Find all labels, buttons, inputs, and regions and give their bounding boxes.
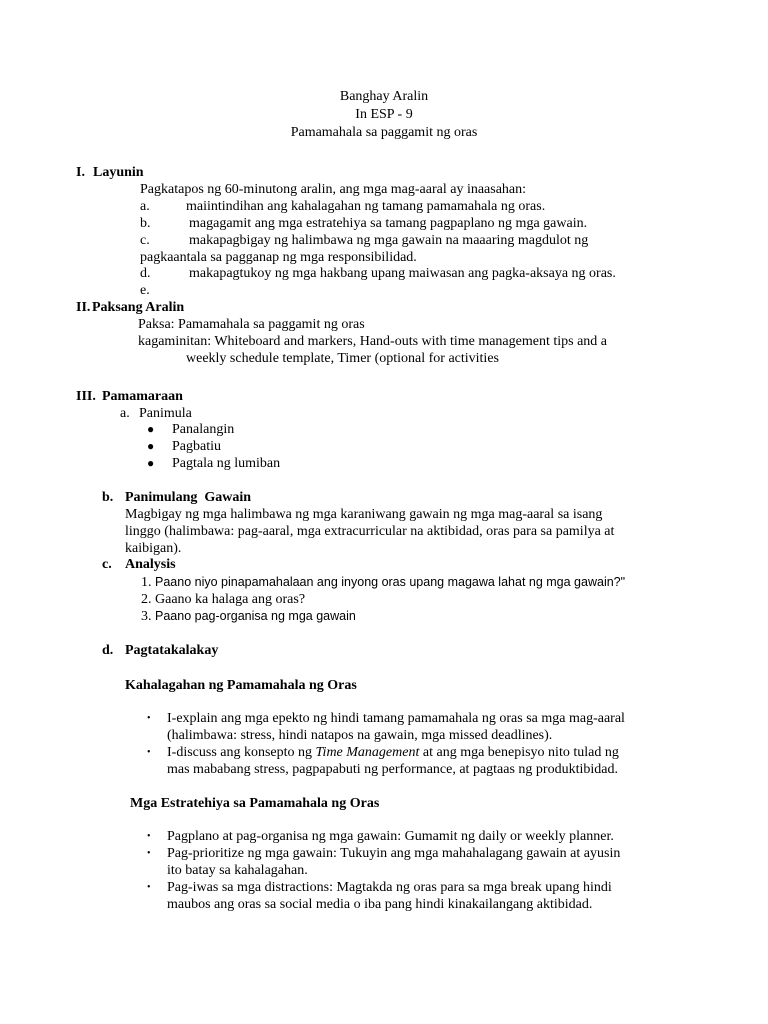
bullet-icon: • [147,747,151,758]
document-topic: Pamamahala sa paggamit ng oras [290,125,478,140]
kahalagahan-bullet-text: I-explain ang mga epekto ng hindi tamang pamamahala ng oras sa mga mag-aaral [167,711,625,726]
bullet-icon: • [147,848,151,859]
time-management-term: Time Management [315,745,420,760]
objective-letter: b. [140,216,151,231]
document-title: Banghay Aralin [339,89,429,104]
bullet-text-end: at ang mga benepisyo nito tulad ng [419,745,619,760]
section-number-2: II. [76,300,91,315]
gawain-text-line: linggo (halimbawa: pag-aaral, mga extracurricular na aktibidad, oras para sa pamilya at [125,524,615,539]
section-heading-layunin: Layunin [93,165,144,180]
subsection-letter-a: a. [120,406,130,421]
subsection-heading-pagtatakalakay: Pagtatakalakay [125,643,219,658]
estratehiya-bullet-text: Pag-prioritize ng mga gawain: Tukuyin ang mga mahahalagang gawain at ayusin [167,846,621,861]
section-number-1: I. [76,165,85,180]
objective-letter: e. [140,283,150,298]
bullet-icon: ● [147,422,155,436]
objective-text: maiintindihan ang kahalagahan ng tamang pamamahala ng oras. [186,199,546,214]
bullet-icon: • [147,713,151,724]
kahalagahan-heading: Kahalagahan ng Pamamahala ng Oras [125,678,357,693]
kagamitan-line: kagaminitan: Whiteboard and markers, Hand-outs with time management tips and a [138,334,607,349]
paksa-line: Paksa: Pamamahala sa paggamit ng oras [138,317,365,332]
kahalagahan-bullet-text-continued: (halimbawa: stress, hindi natapos na gawain, mga missed deadlines). [167,728,553,743]
subsection-letter-d: d. [102,643,114,658]
panimula-item: Pagbatiu [172,439,221,454]
estratehiya-heading: Mga Estratehiya sa Pamamahala ng Oras [130,796,380,811]
bullet-icon: ● [147,439,155,453]
kagamitan-line-continued: weekly schedule template, Timer (optional for activities [186,351,499,366]
question-number: 3. [141,609,152,624]
section-heading-pamamaraan: Pamamaraan [102,389,183,404]
question-text: Paano niyo pinapamahalaan ang inyong oras upang magawa lahat ng mga gawain?" [155,575,626,589]
kahalagahan-bullet-text [167,744,619,761]
estratehiya-bullet-text: Pag-iwas sa mga distractions: Magtakda ng oras para sa mga break upang hindi [167,880,612,895]
estratehiya-bullet-text: Pagplano at pag-organisa ng mga gawain: Gumamit ng daily or weekly planner. [167,829,614,844]
bullet-text-start: I-discuss ang konsepto ng [167,745,316,760]
subsection-heading-analysis: Analysis [125,557,176,572]
subsection-heading-panimulang-gawain: Panimulang Gawain [125,490,252,505]
objective-text: magagamit ang mga estratehiya sa tamang pagpaplano ng mga gawain. [189,216,588,231]
bullet-icon: • [147,831,151,842]
document-subject: In ESP - 9 [355,107,413,122]
objective-text-continued: pagkaantala sa pagganap ng mga responsibilidad. [140,250,417,265]
layunin-intro: Pagkatapos ng 60-minutong aralin, ang mga mag-aaral ay inaasahan: [140,182,527,197]
question-number: 1. [141,575,152,590]
question-text: Gaano ka halaga ang oras? [155,592,306,607]
subsection-letter-c: c. [102,557,112,572]
section-heading-paksang-aralin: Paksang Aralin [92,300,185,315]
objective-letter: a. [140,199,150,214]
objective-letter: d. [140,266,151,281]
panimula-item: Pagtala ng lumiban [172,456,281,471]
bullet-icon: ● [147,456,155,470]
subsection-heading-panimula: Panimula [139,406,192,421]
kahalagahan-bullet-text-continued: mas mababang stress, pagpapabuti ng performance, at pagtaas ng produktibidad. [167,762,618,777]
bullet-icon: • [147,882,151,893]
subsection-letter-b: b. [102,490,114,505]
objective-text: makapagtukoy ng mga hakbang upang maiwasan ang pagka-aksaya ng oras. [189,266,616,281]
objective-text: makapagbigay ng halimbawa ng mga gawain na maaaring magdulot ng [189,233,589,248]
objective-letter: c. [140,233,150,248]
question-number: 2. [141,592,152,607]
gawain-text-line: kaibigan). [125,541,182,556]
section-number-3: III. [76,389,96,404]
estratehiya-bullet-text-continued: maubos ang oras sa social media o iba pang hindi kinakailangang aktibidad. [167,897,593,912]
question-text: Paano pag-organisa ng mga gawain [155,609,356,623]
panimula-item: Panalangin [172,422,235,437]
estratehiya-bullet-text-continued: ito batay sa kahalagahan. [167,863,308,878]
gawain-text-line: Magbigay ng mga halimbawa ng mga karaniwang gawain ng mga mag-aaral sa isang [125,507,603,522]
